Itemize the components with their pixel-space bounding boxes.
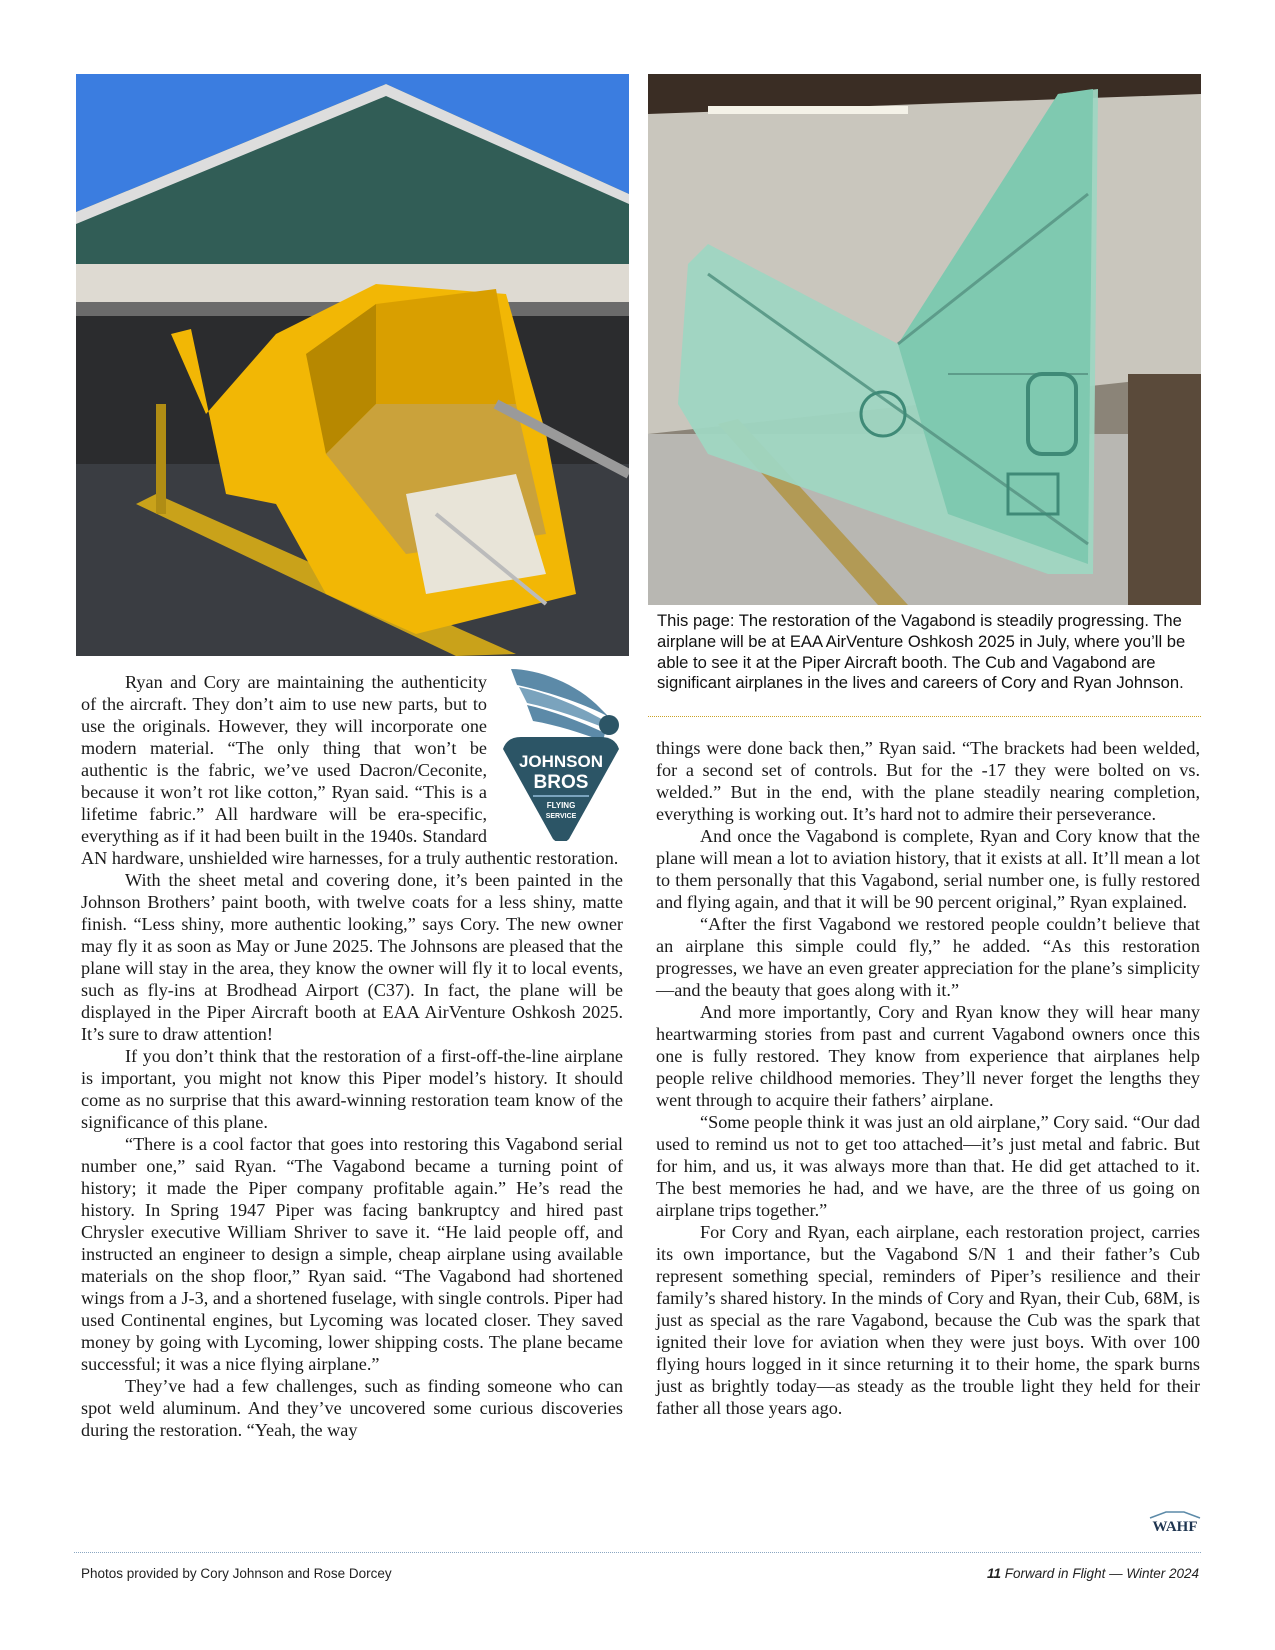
caption-divider [648,716,1201,717]
page-footer [987,1566,1199,1581]
paragraph: “After the first Vagabond we restored people couldn’t believe that an airplane this simple could fly,” he added. “As this restoration progresses, we have an even greater appreciation for the plane’s simplicity—and the beauty that goes along with it.” [656,914,1200,1000]
wahf-text: WAHF [1152,1519,1198,1534]
paragraph: Ryan and Cory are maintaining the authenticity of the aircraft. They don’t aim to use new parts, but to use the originals. However, they will incorporate one modern material. “The only thing that won’t be authentic is the fabric, we’ve used Dacron/Ceconite, because it won’t rot like cotton,” Ryan said. “This is a lifetime fabric.” All hardware will be era-specific, everything as if it had been built in the 1940s. Standard AN hardware, unshielded wire harnesses, for a truly authentic restoration. [81,672,619,868]
paragraph: “There is a cool factor that goes into restoring this Vagabond serial number one,” said Ryan. “The Vagabond became a turning point of history; it made the Piper company profitable again.” He’s read the history. In Spring 1947 Piper was facing bankruptcy and hired past Chrysler executive William Shriver to save it. “He laid people off, and instructed an engineer to design a simple, cheap airplane using available materials on the shop floor,” Ryan said. “The Vagabond had shortened wings from a J-3, and a shortened fuselage, with single controls. Piper had used Continental engines, but Lycoming was located closer. They saved money by going with Lycoming, lower shipping costs. The plane became successful; it was a nice flying airplane.” [81,1134,623,1374]
paragraph: And once the Vagabond is complete, Ryan and Cory know that the plane will mean a lot to aviation history, that it exists at all. It’ll mean a lot to them personally that this Vagabond, serial number one, is fully restored and flying again, and that it will be 90 percent original,” Ryan explained. [656,826,1200,912]
wahf-end-mark [1146,1510,1204,1534]
paragraph: things were done back then,” Ryan said. “The brackets had been welded, for a second set of controls. But for the -17 they were bolted on vs. welded.” But in the end, with the plane steadily nearing completion, everything is working out. It’s hard not to admire their perseverance. [656,738,1200,824]
publication-name: Forward in Flight — Winter 2024 [1004,1566,1199,1581]
article-column-right [656,737,1200,1419]
photo-yellow-fuselage [76,74,629,656]
paragraph: They’ve had a few challenges, such as finding someone who can spot weld aluminum. And they’ve uncovered some curious discoveries during the restoration. “Yeah, the way [81,1376,623,1440]
paragraph: And more importantly, Cory and Ryan know they will hear many heartwarming stories from past and current Vagabond owners once this one is fully restored. They know from experience that airplanes help people relive childhood memories. They’ll never forget the lengths they went through to acquire their fathers’ airplane. [656,1002,1200,1110]
logo-line1: JOHNSON [518,752,604,771]
paragraph: If you don’t think that the restoration of a first-off-the-line airplane is important, you might not know this Piper model’s history. It should come as no surprise that this award-winning restoration team know of the significance of this plane. [81,1046,623,1132]
logo-line4: SERVICE [545,813,577,820]
page-number: 11 [987,1566,1002,1581]
article-column-left [81,671,623,1441]
paragraph: For Cory and Ryan, each airplane, each restoration project, carries its own importance, but the Vagabond S/N 1 and their father’s Cub represent something special, reminders of Piper’s resilience and their family’s shared history. In the minds of Cory and Ryan, their Cub, 68M, is just as special as the rare Vagabond, because the Cub was the spark that ignited their love for aviation when they were just boys. With over 100 flying hours logged in it since returning it to their home, the spark burns just as brightly today—as steady as the trouble light they held for their father all those years ago. [656,1222,1200,1418]
photo-caption: This page: The restoration of the Vagabond is steadily progressing. The airplane will be at EAA AirVenture Oshkosh 2025 in July, where you’ll be able to see it at the Piper Aircraft booth. The Cub and Vagabond are significant airplanes in the lives and careers of Cory and Ryan Johnson. [657,611,1186,693]
photo-green-tail [648,74,1201,605]
logo-line3: FLYING [546,801,576,810]
paragraph: “Some people think it was just an old airplane,” Cory said. “Our dad used to remind us not to get too attached—it’s just metal and fabric. But for him, and us, it was always more than that. He did get attached to it. The best memories he had, and we have, are the three of us going on airplane trips together.” [656,1112,1200,1220]
photo-credit: Photos provided by Cory Johnson and Rose Dorcey [81,1566,392,1581]
johnson-bros-logo [497,663,625,841]
footer-divider [74,1552,1201,1553]
paragraph: With the sheet metal and covering done, it’s been painted in the Johnson Brothers’ paint booth, with twelve coats for a less shiny, matte finish. “Less shiny, more authentic looking,” says Cory. The new owner may fly it as soon as May or June 2025. The Johnsons are pleased that the plane will stay in the area, they know the owner will fly it to local events, such as fly-ins at Brodhead Airport (C37). In fact, the plane will be displayed in the Piper Aircraft booth at EAA AirVenture Oshkosh 2025. It’s sure to draw attention! [81,870,623,1044]
logo-line2: BROS [533,772,589,793]
